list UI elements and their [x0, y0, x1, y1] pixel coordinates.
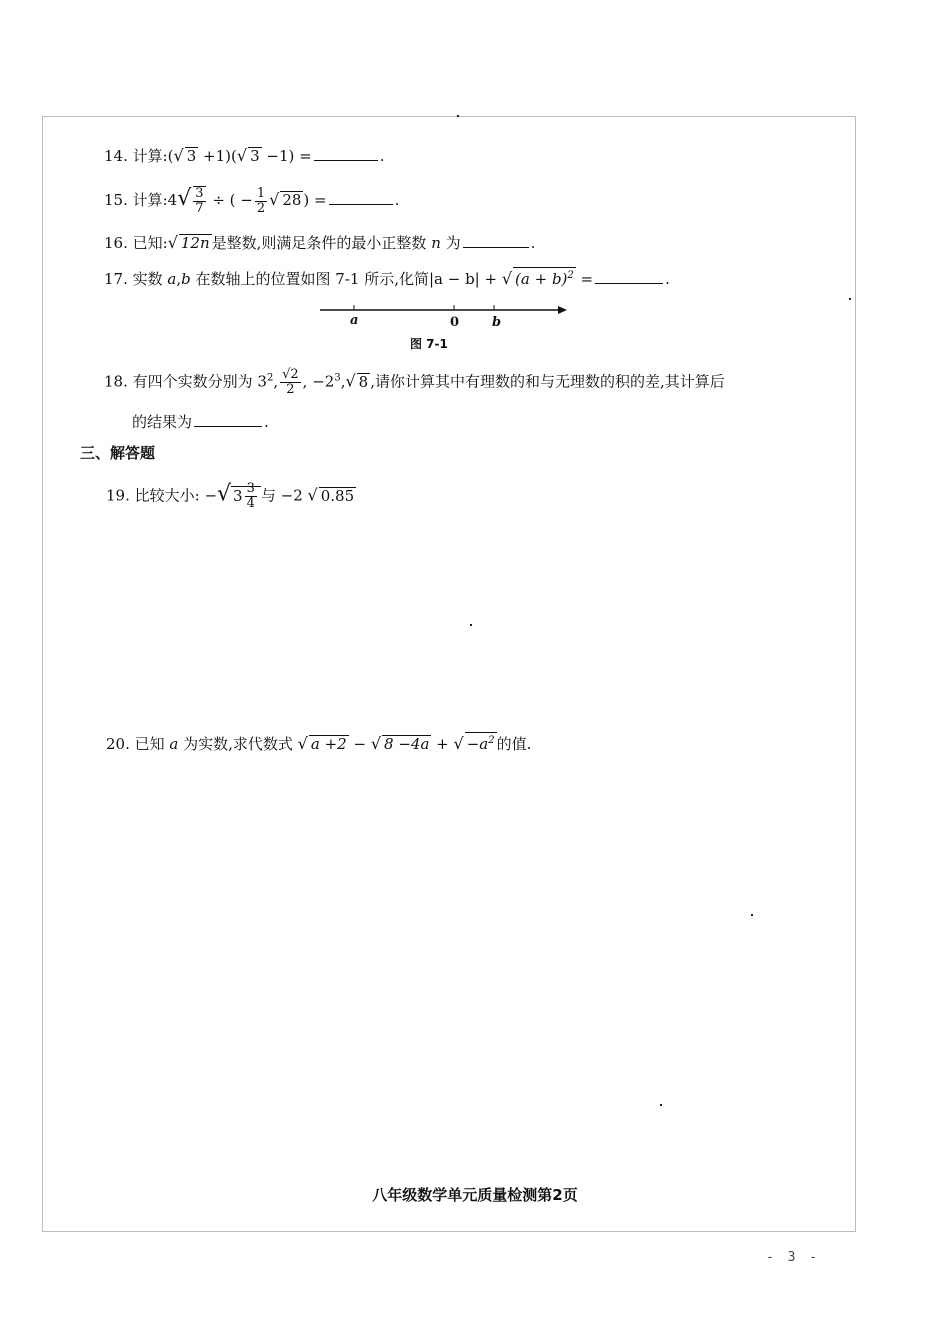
answer-blank[interactable]: [595, 268, 663, 284]
question-17: 17. 实数 a,b 在数轴上的位置如图 7-1 所示,化简|a − b| + √ $(a + b)^2$ = .: [104, 269, 670, 288]
radical-mixed-number: 3 $\frac{3}{4}$: [231, 486, 261, 505]
scan-speck: [751, 914, 753, 916]
question-18: 18. 有四个实数分别为 $3^2$, $\frac{√2}{2}$ , $-2^3,√$ 8 ,请你计算其中有理数的和与无理数的积的差,其计算后: [104, 367, 725, 397]
page-number: - 3 -: [766, 1250, 821, 1265]
figure-caption: 图 7-1: [410, 337, 448, 351]
scan-speck: [470, 624, 472, 626]
scan-speck: [660, 1104, 662, 1106]
radical-8: 8: [358, 372, 369, 391]
question-15: 15. 计算:4√ $\frac{3}{7}$ ÷ ( − $\frac{1}{2}$ √ 28 ) = .: [104, 185, 400, 216]
label-zero: 0: [450, 315, 460, 330]
question-20: 20. 已知 a 为实数,求代数式 √ a +2 − √ 8 −4a + √ $-a^2$ 的值.: [106, 734, 532, 753]
radical-3: 3: [186, 147, 197, 165]
radical-a-plus-b: $(a + b)^2$: [513, 267, 576, 287]
radical-12n: 12n: [180, 234, 210, 252]
answer-blank[interactable]: [329, 189, 393, 205]
question-19: 19. 比较大小: −√ 3 $\frac{3}{4}$ 与 −2 √ 0.85: [106, 481, 355, 511]
page-footer: 八年级数学单元质量检测第2页: [372, 1186, 578, 1204]
axis-arrow: [558, 306, 567, 314]
radical-0-85: 0.85: [320, 486, 355, 505]
answer-blank[interactable]: [194, 411, 262, 427]
scan-speck: [849, 298, 851, 300]
answer-blank[interactable]: [314, 145, 378, 161]
question-18-line2: 的结果为 .: [132, 413, 269, 431]
radical-a-plus-2: a +2: [310, 735, 347, 753]
scan-speck: [457, 115, 459, 117]
question-16: 16. 已知:√ 12n 是整数,则满足条件的最小正整数 n 为 .: [104, 233, 536, 252]
question-14: 14. 计算:(√ 3 +1)(√ 3 −1) = .: [104, 146, 385, 165]
section-title: 三、解答题: [80, 444, 156, 462]
fraction-sqrt2-2: $\frac{√2}{2}$: [282, 367, 299, 397]
radical-3b: 3: [250, 147, 260, 165]
fraction-3-7: $\frac{3}{7}$: [195, 186, 204, 216]
label-a: a: [350, 313, 359, 328]
radical-28: 28: [282, 191, 302, 209]
number-line-figure: [318, 300, 568, 350]
fraction-1-2: $\frac{1}{2}$: [256, 185, 266, 216]
radical-8-minus-4a: 8 −4a: [384, 735, 430, 753]
answer-blank[interactable]: [463, 232, 529, 248]
radical-neg-a-squared: $-a^2$: [465, 732, 497, 752]
label-b: b: [492, 315, 502, 330]
